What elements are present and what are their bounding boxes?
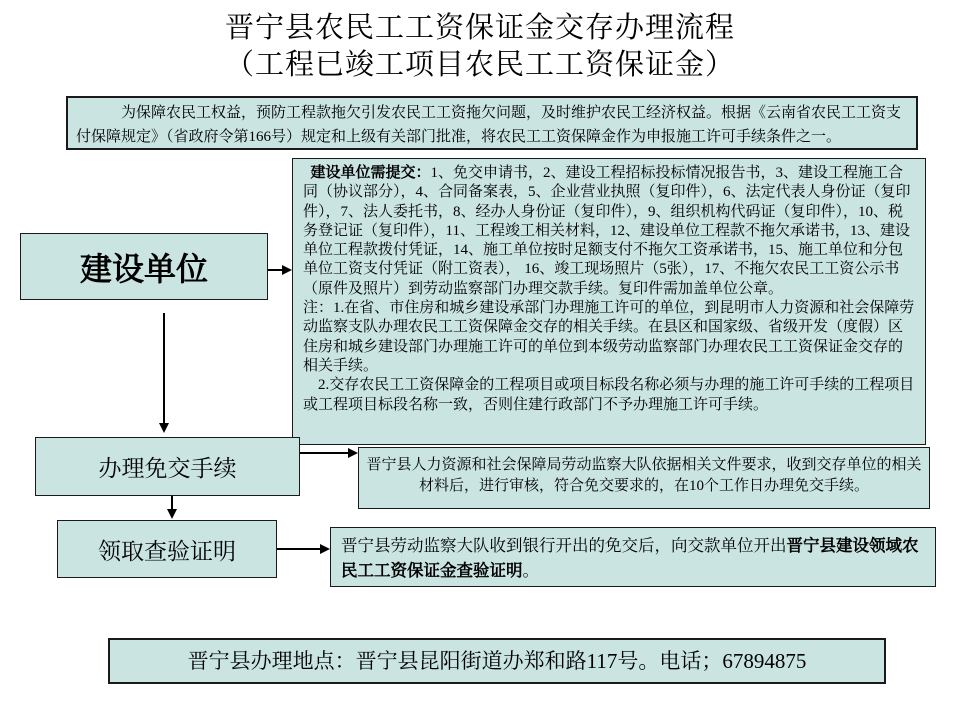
flow-step-exemption-procedure	[35, 437, 300, 496]
requirements-paragraph	[303, 164, 917, 299]
page-title-line1: 晋宁县农民工工资保证金交存办理流程	[224, 12, 735, 44]
footer-address-box	[108, 638, 886, 684]
arrow-down-icon	[167, 509, 177, 519]
footer-address-text: 晋宁县办理地点：晋宁县昆阳街道办郑和路117号。电话；67894875	[187, 649, 807, 673]
review-text: 晋宁县人力资源和社会保障局劳动监察大队依据相关文件要求，收到交存单位的相关材料后，进行审核，符合免交要求的，在10个工作日办理免交手续。	[366, 457, 922, 494]
flow-step-get-certificate	[57, 520, 277, 578]
requirements-lead: 建设单位需提交：	[310, 165, 431, 181]
flow-step-construction-unit	[20, 233, 268, 300]
arrow-right-icon	[282, 265, 292, 275]
requirements-note1: 注：1.在省、市住房和城乡建设承部门办理施工许可的单位，到昆明市人力资源和社会保障劳动监察支队办理农民工工资保障金交存的相关手续。在县区和国家级、省级开发（度假）区住房和城乡建设部门办理施工许可的单位到本级劳动监察部门办理农民工工资保证金交存的相关手续。	[303, 300, 915, 374]
arrow-line	[163, 313, 165, 424]
page-title-line2: （工程已竣工项目农民工工资保证金）	[224, 49, 735, 81]
arrow-line	[300, 452, 349, 454]
review-box	[358, 447, 930, 509]
certificate-text-bold: 晋宁县建设领域农民工工资保证金查验证明	[341, 536, 919, 580]
arrow-down-icon	[159, 423, 169, 433]
arrow-line	[171, 496, 173, 510]
page-title	[0, 10, 960, 84]
flow-step3-label: 领取查验证明	[98, 538, 236, 564]
arrow-line	[277, 548, 322, 550]
certificate-box	[330, 527, 936, 587]
requirements-items: 1、免交申请书，2、建设工程招标投标情况报告书，3、建设工程施工合同（协议部分），4、合同备案表，5、企业营业执照（复印件），6、法定代表人身份证（复印件），7、法人委托书，8、经办人身份证（复印件），9、组织机构代码证（复印件），10、税务登记证（复印件），11、工程竣工相关材料，12、建设单位工程款不拖欠承诺书，13、建设单位工程款拨付凭证，14、施工单位按时足额支付不拖欠工资承诺书，15、施工单位和分包单位工资支付凭证（附工资表）， 16、竣工现场照片（5张），17、不拖欠农民工工资公示书（原件及照片）到劳动监察部门办理交款手续。复印件需加盖单位公章。	[303, 165, 911, 297]
arrow-line	[268, 269, 283, 271]
requirements-note2: 2.交存农民工工资保障金的工程项目或项目标段名称必须与办理的施工许可手续的工程项目或工程项目标段名称一致，否则住建行政部门不予办理施工许可手续。	[303, 377, 915, 413]
arrow-right-icon	[348, 448, 358, 458]
flow-step2-label: 办理免交手续	[98, 456, 237, 481]
arrow-right-icon	[320, 544, 330, 554]
certificate-text: 晋宁县劳动监察大队收到银行开出的免交后，向交款单位开出	[341, 536, 787, 555]
intro-box	[66, 96, 918, 150]
intro-text: 为保障农民工权益，预防工程款拖欠引发农民工工资拖欠问题，及时维护农民工经济权益。根据《云南省农民工工资支付保障规定》（省政府令第166号）规定和上级有关部门批准，将农民工工资保障金作为申报施工许可手续条件之一。	[76, 105, 902, 145]
flow-step1-label: 建设单位	[79, 250, 208, 287]
certificate-text-end: 。	[522, 561, 539, 580]
requirements-box	[292, 158, 926, 445]
